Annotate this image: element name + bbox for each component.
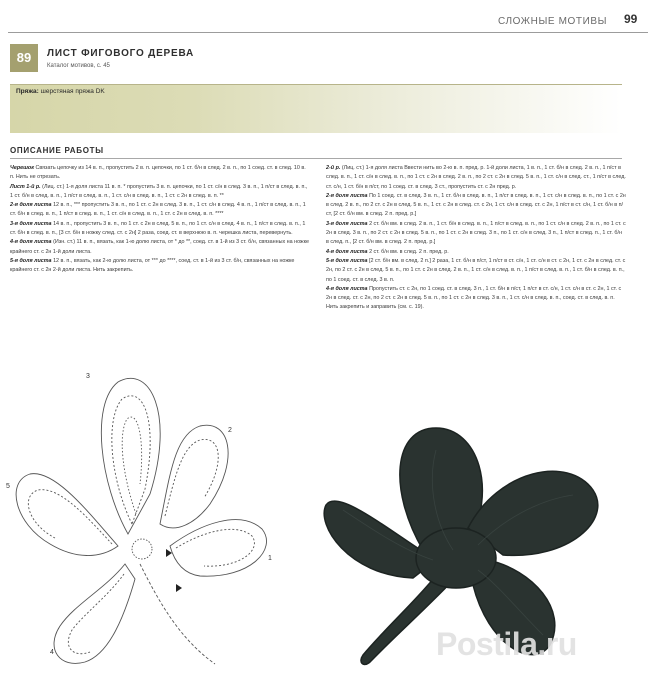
center-ring <box>132 539 152 559</box>
instruction-text: Пропустить ст. с 2н, по 1 соед. ст. в след. 3 п., 1 ст. б/н в п/ст, 1 п/ст в ст. с/н, 1 ст. с/н в ст. с 2н, 1 ст. с 2н в след. ст. с 2н, по 2 ст. с 2н в след. 5 в. п., по 1 ст. с 2н в след. 3 в. п., 1 ст. с/н в след. в. п., соед. ст. в след. в. п. Нить закрепить и заправить (см. с. 19). <box>326 285 622 311</box>
instruction-label: Лист 1-й р. <box>10 183 41 190</box>
instruction-label: 3-я доля листа <box>326 220 368 227</box>
instruction-text: (Лиц. ст.) 1-я доля листа 11 в. п. * пропустить 3 в. п. цепочки, по 1 ст. с/н в след. 3 в. п., 1 п/ст в след. в. п., 1 ст. б/н в след. в. п., 1 п/ст в след. в. п., 1 ст. с/н в след. в. п., 1 ст. с 2н в след. в. п. ** <box>10 183 308 199</box>
petal-number-1: 1 <box>268 555 272 562</box>
petal-number-4: 4 <box>50 649 54 656</box>
header-divider <box>8 32 648 33</box>
description-heading: ОПИСАНИЕ РАБОТЫ <box>10 146 104 155</box>
instruction-label: 4-я доля листа <box>326 285 368 292</box>
instruction-label: 2-я доля листа <box>326 192 368 199</box>
instruction-paragraph <box>326 164 626 192</box>
watermark-dot: . <box>537 626 546 662</box>
motif-title: ЛИСТ ФИГОВОГО ДЕРЕВА <box>47 48 195 59</box>
start-arrow-icon <box>176 584 182 592</box>
watermark-suffix: ru <box>545 626 577 662</box>
catalog-reference: Каталог мотивов, с. 45 <box>47 63 110 69</box>
petal-5-outline <box>16 474 118 556</box>
instruction-text: Связать цепочку из 14 в. п., пропустить 2 в. п. цепочки, по 1 ст. б/н в след. 2 в. п., по 1 соед. ст. в след. 10 в. п. Нить не отрезать. <box>10 165 306 181</box>
instruction-text: 12 в. п., *** пропустить 3 в. п., по 1 ст. с 2н в след. 3 в. п., 1 ст. с/н в след. 4 в. п., 1 п/ст в след. в. п., 1 ст. б/н в след. в. п., 1 п/ст в след. в. п., 1 ст. с/н в след. в. п., 1 ст. с 2н в след. в. п. **** <box>10 202 306 218</box>
instruction-text: (Изн. ст.) 11 в. п., вязать, как 1-ю долю листа, от * до **, соед. ст. в 1-й из 3 ст. б/н, связанных на ножке крайнего ст. с 2н 1-й доли листа. <box>10 239 310 255</box>
instruction-label: 2-й р. <box>326 165 341 171</box>
motif-number-badge: 89 <box>10 44 38 72</box>
instruction-text: По 1 соед. ст. в след. 3 в. п., 1 ст. б/н в след. в. п., 1 п/ст в след. в. п., 1 ст. с/н в след. в. п., по 1 ст. с 2н в след. 2 в. п., по 2 ст. с 2н в след. 5 в. п., 1 ст. с 2н в след. ст. с 2н, 1 ст. с/н в след. ст. с 2н, 1 п/ст в ст. с/н, 1 ст. б/н в п/ст, [2 ст. б/н вм. в след. 2 п. пред. р.] <box>326 192 626 218</box>
instruction-label: 5-я доля листа <box>326 257 368 264</box>
instruction-paragraph <box>326 257 626 285</box>
instruction-paragraph <box>10 183 310 202</box>
instruction-text: [2 ст. б/н вм. в след. 2 п.] 2 раза, 1 ст. б/н в п/ст, 1 п/ст в ст. с/н, 1 ст. с/н в ст. с 2н, 1 ст. с 2н в след. ст. с 2н, по 2 ст. с 2н в след. 5 в. п., по 1 ст. с 2н в след. 2 в. п., 1 ст. с/н в след. в. п., 1 п/ст в след. в. п., 1 ст. б/н в след. в. п., по 1 соед. ст. в след. 3 в. п. <box>326 257 626 283</box>
petal-3-outline <box>101 378 160 534</box>
instruction-label: 3-я доля листа <box>10 220 52 227</box>
petal-number-3: 3 <box>86 373 90 380</box>
crochet-chart-diagram <box>0 364 300 677</box>
watermark <box>436 626 577 663</box>
page-number: 99 <box>624 12 638 26</box>
petal-number-5: 5 <box>6 483 10 490</box>
instruction-paragraph <box>326 285 626 313</box>
instruction-text: (Лиц. ст.) 1-я доля листа Ввести нить во 2-ю в. п. пред. р. 1-й доли листа, 1 в. п., 1 ст. б/н в след. 2 в. п., 1 п/ст в след. в. п., 1 ст. с/н в след. в. п., по 1 ст. с 2н в след. 2 в. п., по 2 ст. с 2н в след. 5 в. п., 1 ст. с/н в след. ст., 1 п/ст в след. ст. с/н, 1 ст. б/н в п/ст, по 1 соед. ст. в след. 3 ст., пропустить ст. с 2н пред. р. <box>326 165 626 190</box>
yarn-info <box>16 88 105 95</box>
instruction-label: 5-я доля листа <box>10 257 52 264</box>
watermark-text: Postila <box>436 626 538 662</box>
instruction-label: 4-я доля листа <box>10 239 52 246</box>
instruction-paragraph <box>10 238 310 257</box>
yarn-label: Пряжа: <box>16 88 39 95</box>
instruction-label: 2-я доля листа <box>10 202 52 209</box>
petal-number-2: 2 <box>228 427 232 434</box>
stem-chain <box>140 564 215 664</box>
instructions-left-column <box>10 164 310 276</box>
instruction-paragraph <box>326 192 626 220</box>
section-name: СЛОЖНЫЕ МОТИВЫ <box>498 16 608 27</box>
instruction-label: 4-я доля листа <box>326 248 368 255</box>
petal-2-outline <box>160 425 228 528</box>
instruction-paragraph <box>10 164 310 183</box>
instruction-paragraph <box>326 248 626 257</box>
instruction-paragraph <box>10 257 310 276</box>
instruction-paragraph <box>10 201 310 220</box>
instructions-right-column <box>326 164 626 313</box>
instruction-paragraph <box>326 220 626 248</box>
petal-1-outline <box>170 520 267 577</box>
instruction-text: 12 в. п., вязать, как 2-ю долю листа, от *** до ****, соед. ст. в 1-й из 3 ст. б/н, связанных на ножке крайнего ст. с 2н 2-й доли листа. Нить закрепить. <box>10 257 295 274</box>
instruction-text: 14 в. п., пропустить 3 в. п., по 1 ст. с 2н в след. 5 в. п., по 1 ст. с/н в след. 4 в. п., 1 п/ст в след. в. п., 1 ст. б/н в след. в. п., [3 ст. б/н в ножку след. ст. с 2н] 2 раза, соед. ст. в верхнюю в. п. черешка листа, перевернуть. <box>10 220 306 237</box>
instruction-paragraph <box>10 220 310 239</box>
yarn-value: шерстяная пряжа DK <box>40 88 105 95</box>
instruction-text: 2 ст. б/н вм. в след. 2 п. пред. р. <box>369 248 449 255</box>
instruction-label: Черешок <box>10 165 34 171</box>
description-divider <box>10 158 622 159</box>
petal-4-outline <box>54 564 135 663</box>
instruction-text: 2 ст. б/н вм. в след. 2 в. п., 1 ст. б/н в след. в. п., 1 п/ст в след. в. п., по 1 ст. с/н в след. 2 в. п., по 1 ст. с 2н в след. 3 в. п., по 2 ст. с 2н в след. 5 в. п., по 1 ст. с 2н в след. 3 п., по 1 ст. с/н в след. 3 п., 1 п/ст в след. п., 1 ст. б/н в след. п., [2 ст. б/н вм. в след. 2 п. пред. р.] <box>326 220 626 246</box>
